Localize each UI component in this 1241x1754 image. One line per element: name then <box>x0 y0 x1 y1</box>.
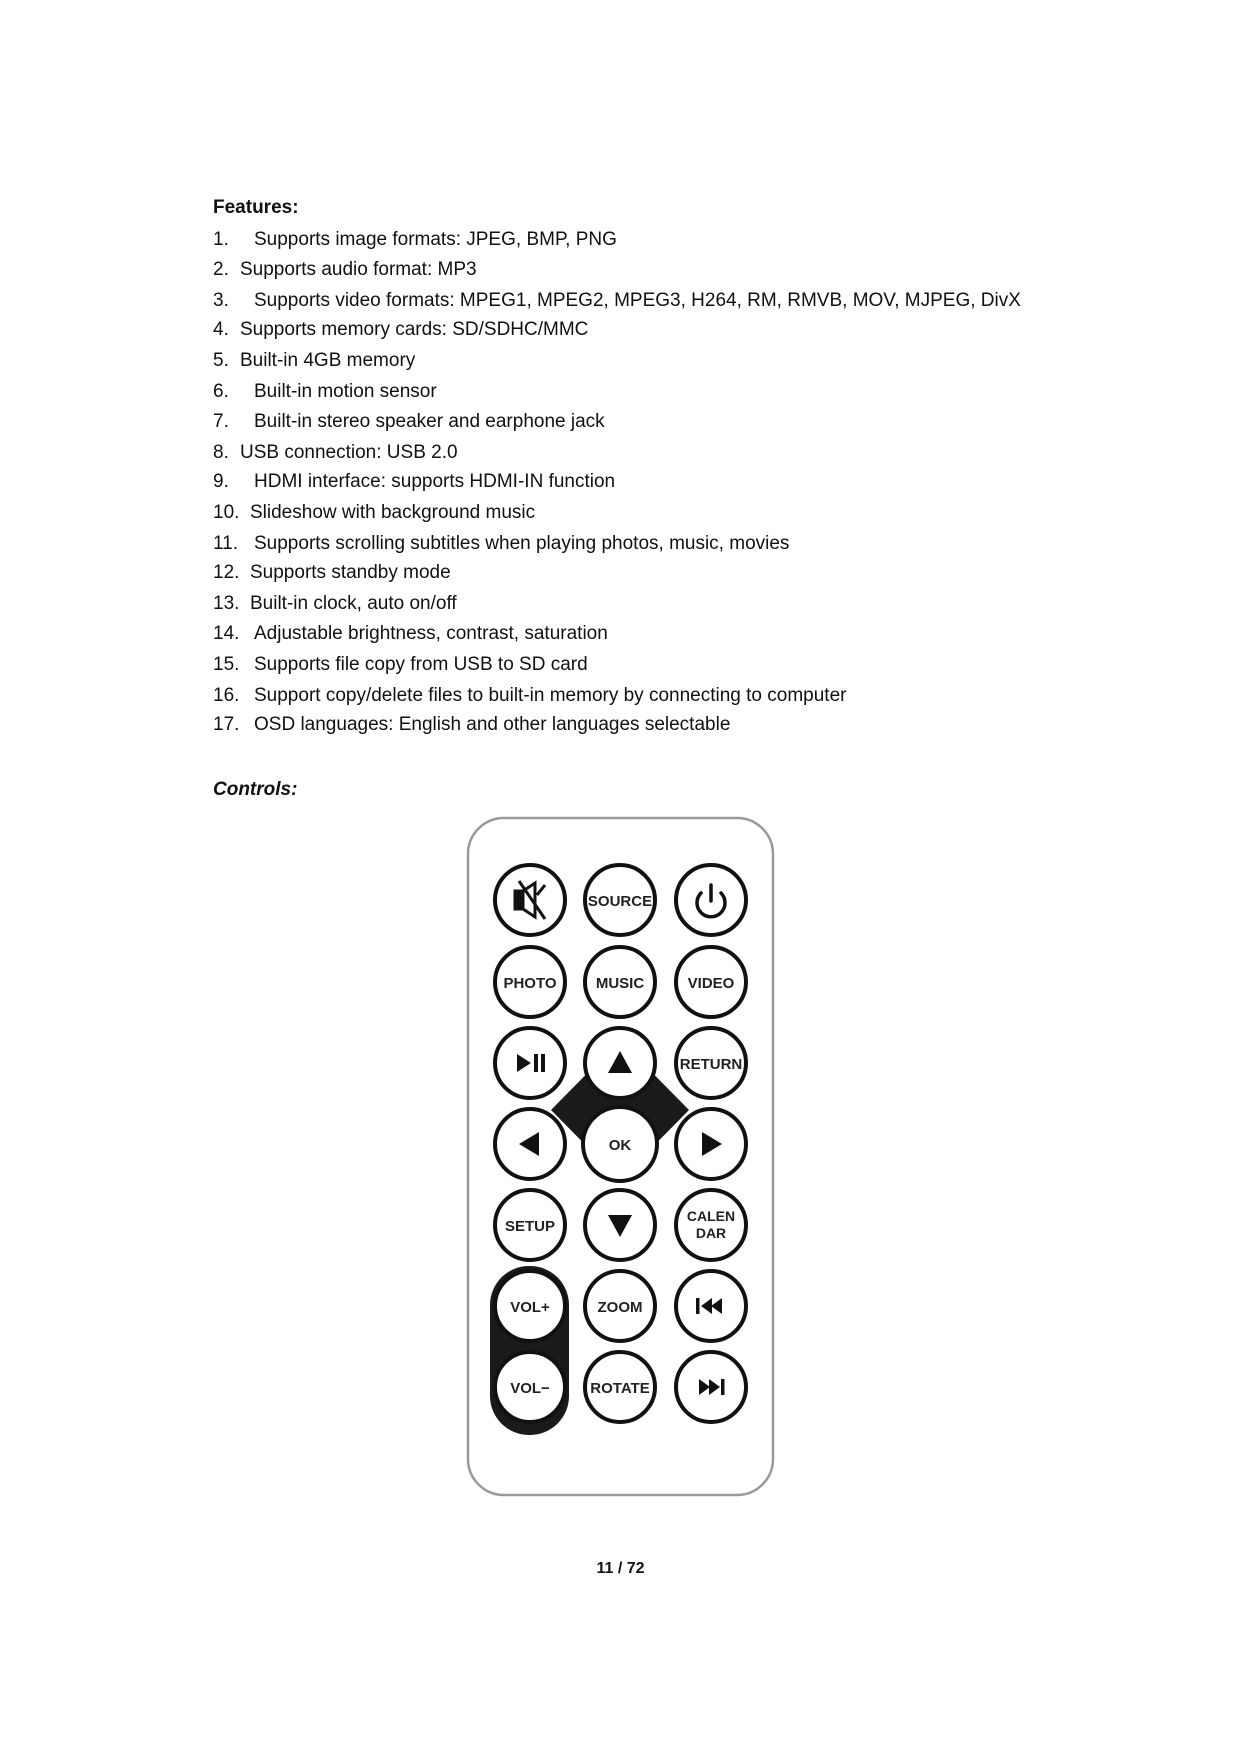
feature-number: 15. <box>213 654 240 675</box>
feature-number: 4. <box>213 319 229 340</box>
feature-number: 5. <box>213 350 229 371</box>
return-label: RETURN <box>679 1056 743 1073</box>
feature-text: USB connection: USB 2.0 <box>240 442 458 463</box>
photo-button[interactable] <box>495 947 565 1017</box>
feature-number: 16. <box>213 685 240 706</box>
feature-text: Supports file copy from USB to SD card <box>254 654 588 675</box>
mute-button[interactable] <box>495 865 565 935</box>
zoom-label: ZOOM <box>597 1299 643 1316</box>
up-button[interactable] <box>585 1028 655 1098</box>
feature-number: 9. <box>213 471 229 492</box>
setup-label: SETUP <box>504 1218 556 1235</box>
feature-number: 12. <box>213 562 240 583</box>
calendar-label-line2: DAR <box>695 1225 727 1241</box>
vol-up-button[interactable] <box>495 1271 565 1341</box>
feature-number: 14. <box>213 623 240 644</box>
feature-number: 2. <box>213 259 229 280</box>
feature-text: Adjustable brightness, contrast, saturation <box>254 623 608 644</box>
rotate-button[interactable] <box>585 1352 655 1422</box>
vol-up-label: VOL+ <box>510 1299 550 1316</box>
feature-text: Slideshow with background music <box>250 502 536 523</box>
feature-text: Supports memory cards: SD/SDHC/MMC <box>240 319 589 340</box>
power-button[interactable] <box>676 865 746 935</box>
feature-item <box>213 319 588 341</box>
features-heading: Features: <box>213 197 299 218</box>
feature-text: Built-in stereo speaker and earphone jack <box>254 411 605 432</box>
calendar-button[interactable] <box>676 1190 746 1260</box>
feature-number: 17. <box>213 714 240 735</box>
feature-number: 6. <box>213 381 229 402</box>
feature-number: 7. <box>213 411 229 432</box>
feature-item <box>213 654 588 676</box>
vol-down-button[interactable] <box>495 1352 565 1422</box>
feature-text: Supports image formats: JPEG, BMP, PNG <box>254 229 617 250</box>
feature-item <box>213 411 605 433</box>
ok-label: OK <box>608 1137 632 1154</box>
feature-item <box>213 714 730 736</box>
music-label: MUSIC <box>595 975 645 992</box>
feature-number: 13. <box>213 593 240 614</box>
feature-text: OSD languages: English and other languages selectable <box>254 714 731 735</box>
feature-item <box>213 229 617 251</box>
current-page: 11 <box>596 1560 614 1577</box>
feature-text: Built-in motion sensor <box>254 381 437 402</box>
calendar-label-line1: CALEN <box>686 1208 736 1224</box>
feature-item <box>213 623 608 645</box>
total-pages: 72 <box>626 1560 645 1577</box>
feature-item <box>213 381 437 403</box>
play-pause-button[interactable] <box>495 1028 565 1098</box>
feature-item <box>213 685 846 707</box>
feature-item <box>213 290 1021 312</box>
page-separator: / <box>613 1560 627 1577</box>
feature-item <box>213 471 615 493</box>
feature-item <box>213 562 451 584</box>
feature-item <box>213 502 535 524</box>
feature-item <box>213 259 477 281</box>
feature-number: 1. <box>213 229 229 250</box>
previous-button[interactable] <box>676 1271 746 1341</box>
feature-text: Supports audio format: MP3 <box>240 259 477 280</box>
music-button[interactable] <box>585 947 655 1017</box>
feature-text: Supports scrolling subtitles when playing photos, music, movies <box>254 533 790 554</box>
feature-item <box>213 533 789 555</box>
feature-item <box>213 593 457 615</box>
feature-text: Supports standby mode <box>250 562 451 583</box>
feature-text: Supports video formats: MPEG1, MPEG2, MPEG3, H264, RM, RMVB, MOV, MJPEG, DivX <box>254 290 1021 311</box>
feature-number: 8. <box>213 442 229 463</box>
video-button[interactable] <box>676 947 746 1017</box>
ok-button[interactable] <box>583 1107 657 1181</box>
feature-number: 3. <box>213 290 229 311</box>
zoom-button[interactable] <box>585 1271 655 1341</box>
vol-down-label: VOL− <box>510 1380 550 1397</box>
setup-button[interactable] <box>495 1190 565 1260</box>
next-button[interactable] <box>676 1352 746 1422</box>
rotate-label: ROTATE <box>590 1380 650 1397</box>
feature-number: 10. <box>213 502 240 523</box>
video-label: VIDEO <box>687 975 735 992</box>
feature-text: Built-in clock, auto on/off <box>250 593 457 614</box>
left-button[interactable] <box>495 1109 565 1179</box>
return-button[interactable] <box>676 1028 746 1098</box>
feature-item <box>213 442 458 464</box>
page-number <box>0 1560 1241 1578</box>
feature-text: Support copy/delete files to built-in memory by connecting to computer <box>254 685 847 706</box>
controls-heading: Controls: <box>213 779 298 800</box>
feature-item <box>213 350 415 372</box>
feature-text: Built-in 4GB memory <box>240 350 416 371</box>
feature-text: HDMI interface: supports HDMI-IN function <box>254 471 616 492</box>
down-button[interactable] <box>585 1190 655 1260</box>
right-button[interactable] <box>676 1109 746 1179</box>
remote-control <box>465 815 776 1498</box>
photo-label: PHOTO <box>503 975 557 992</box>
feature-number: 11. <box>213 533 239 554</box>
source-button[interactable] <box>585 865 655 935</box>
source-label: SOURCE <box>587 893 653 910</box>
